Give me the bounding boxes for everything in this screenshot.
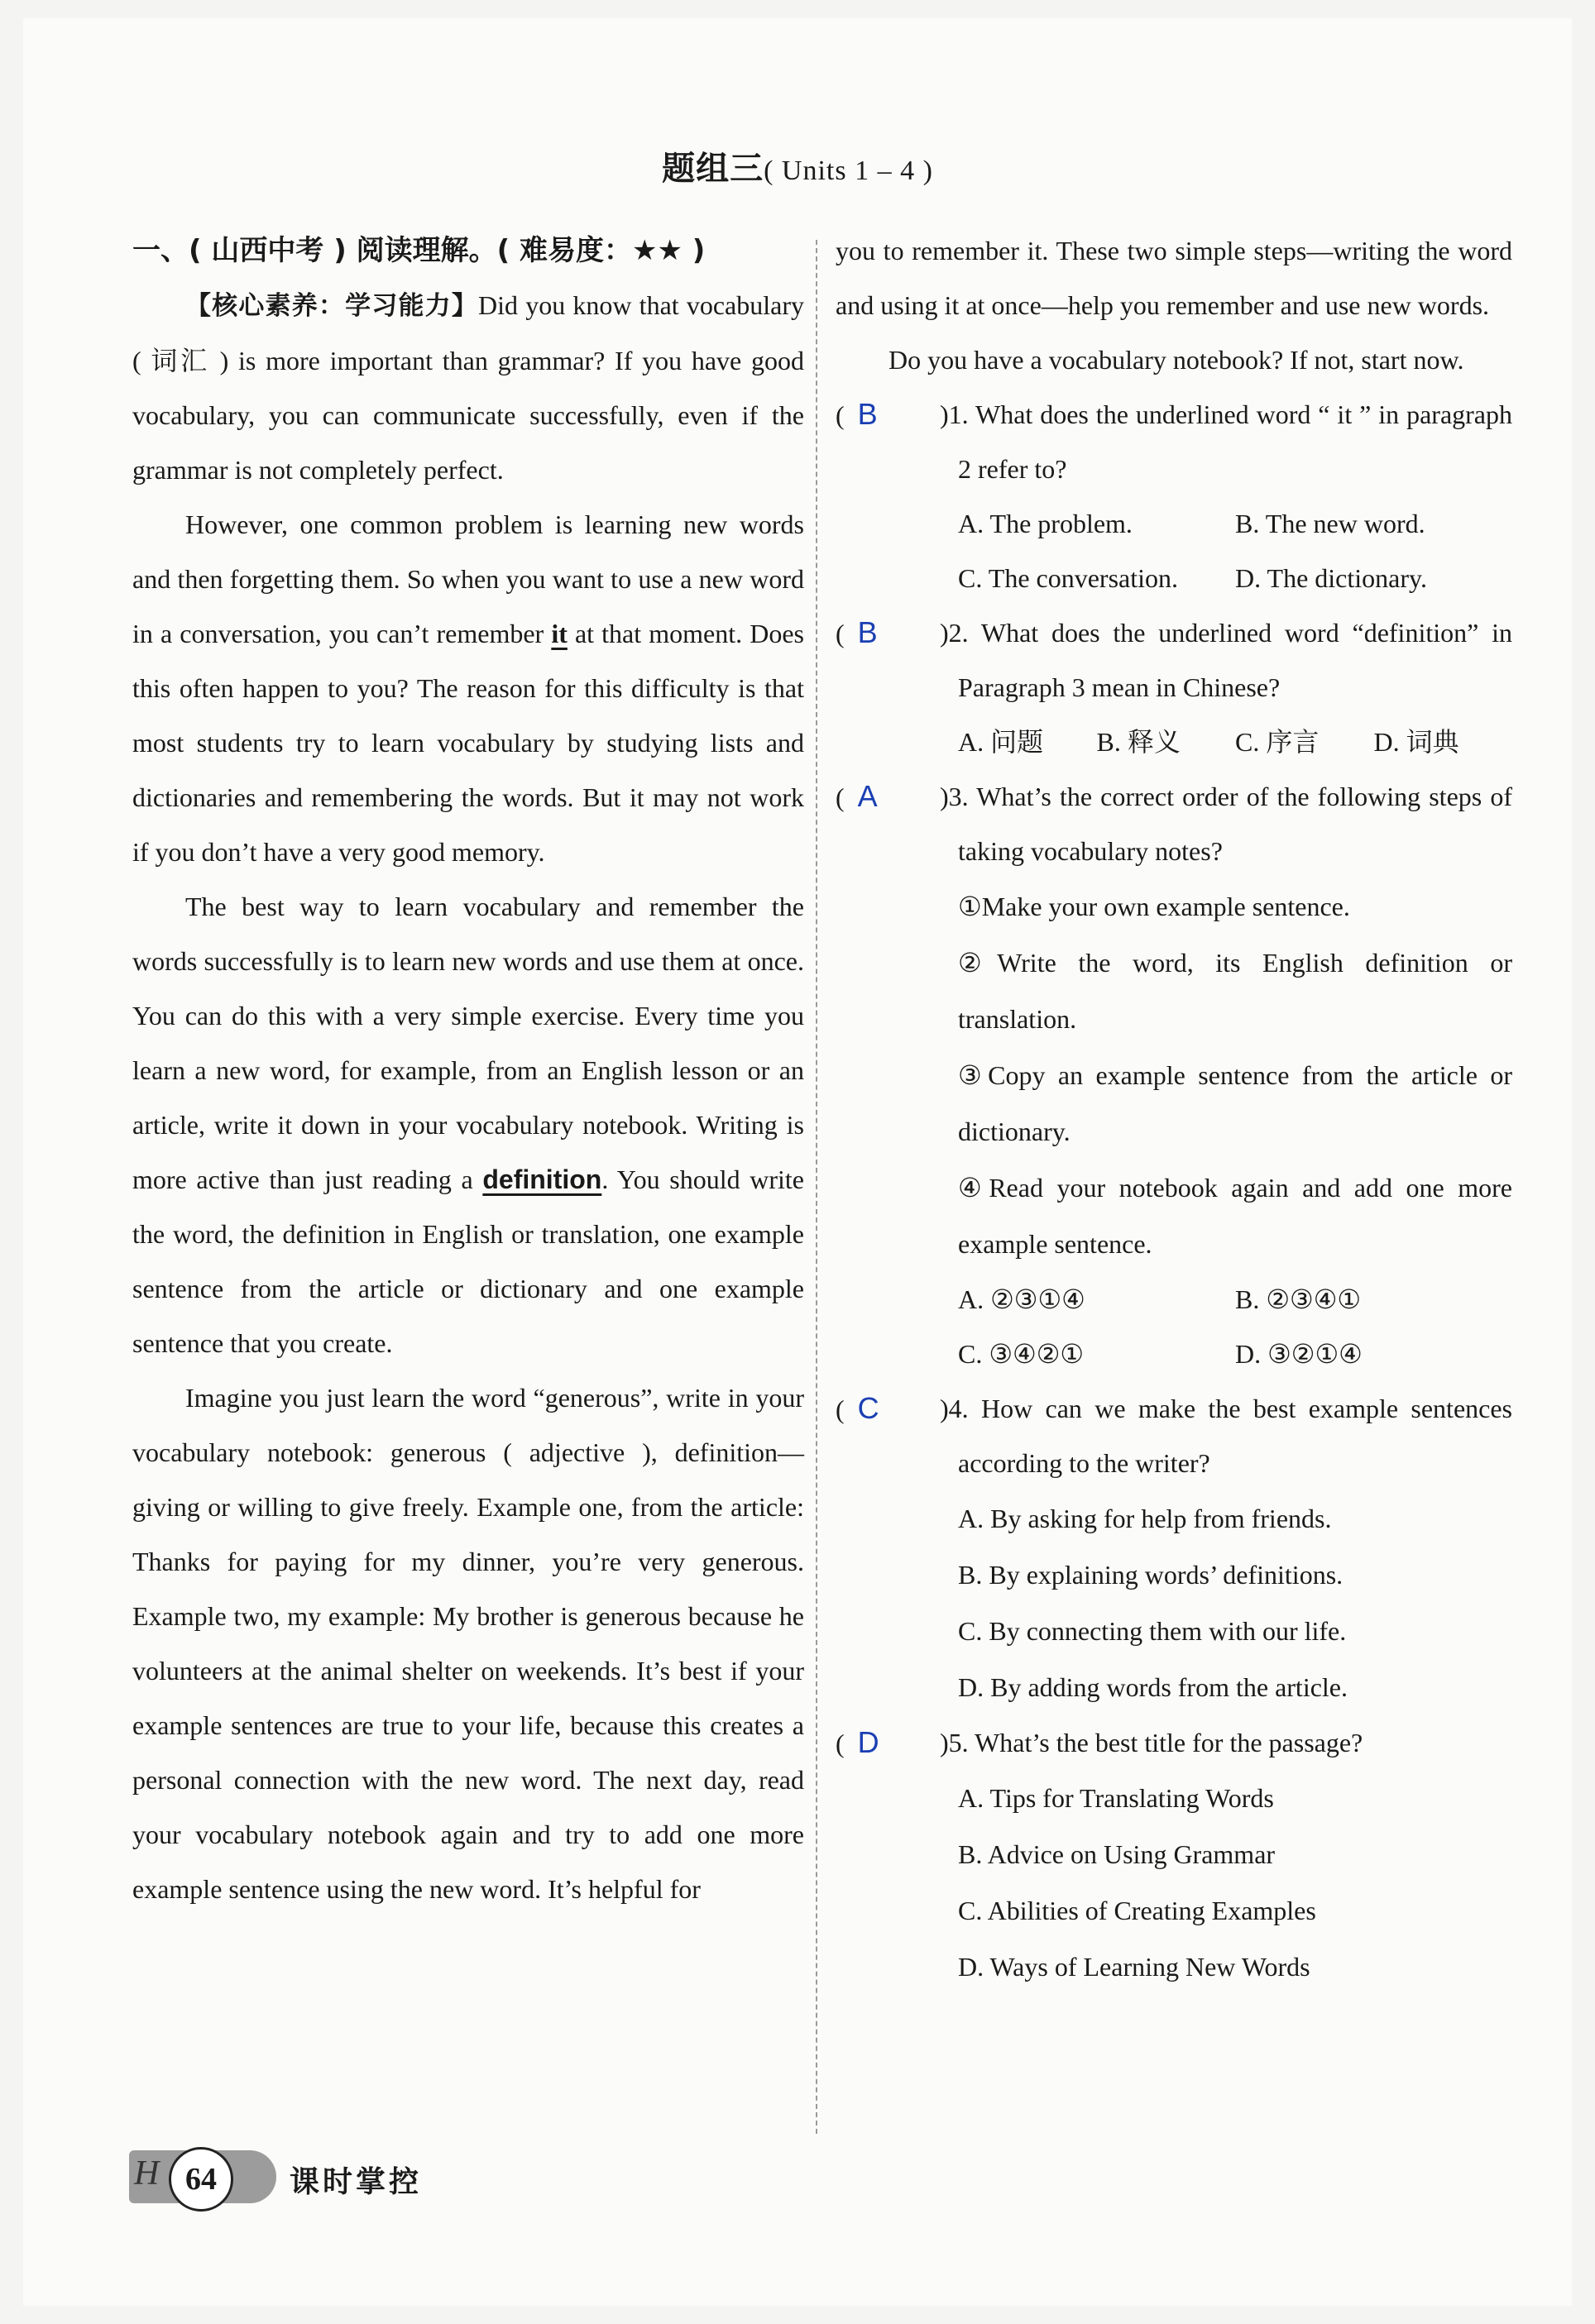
answer-bracket: ( A xyxy=(836,779,878,813)
answer-bracket: ( C xyxy=(836,1391,879,1425)
step-1: ①Make your own example sentence. xyxy=(958,892,1350,921)
question-2 xyxy=(836,605,1512,769)
paragraph-1-text: Did you know that vocabulary ( 词汇 ) is more important than grammar? If you have good vocabulary, you can communicate successfully, even if the grammar is not completely perfect. xyxy=(132,290,804,485)
paragraph-2-text-a: However, one common problem is learning new words and then forgetting them. So when you want to use a new word in a conversation, you can’t remember xyxy=(132,509,804,648)
passage-paragraph-4: Imagine you just learn the word “generous”, write in your vocabulary notebook: generous ( adjective ), definition—giving or willing to give freely. Example one, from the article: Thanks for paying for my dinner, you’re very generous. Example two, my example: My brother is generous because he volunteers at the animal shelter on weekends. It’s best if your example sentences are true to your life, because this creates a personal connection with the new word. The next day, read your vocabulary notebook again and try to add one more example sentence using the new word. It’s helpful for xyxy=(132,1383,804,1904)
question-stem: )2. What does the underlined word “definition” in Paragraph 3 mean in Chinese? xyxy=(940,618,1512,702)
question-1-stem-wrap xyxy=(836,387,1512,496)
option-a: A. Tips for Translating Words xyxy=(958,1783,1274,1813)
title-units: ( Units 1 – 4 ) xyxy=(764,155,933,186)
question-5-stem-wrap xyxy=(836,1715,1512,1770)
option-c: C. By connecting them with our life. xyxy=(958,1616,1347,1646)
answer-mark: C xyxy=(857,1391,879,1425)
answer-bracket: ( B xyxy=(836,397,878,431)
title-main: 题组三 xyxy=(662,150,764,188)
question-3 xyxy=(836,769,1512,1381)
question-2-stem-wrap xyxy=(836,605,1512,715)
option-c: C. ③④②① xyxy=(958,1339,1085,1369)
question-stem: )4. How can we make the best example sentences according to the writer? xyxy=(940,1394,1512,1478)
options-row xyxy=(958,496,1512,551)
options-grid xyxy=(836,496,1512,605)
option-c: C. The conversation. xyxy=(958,563,1179,593)
question-3-stem-wrap xyxy=(836,769,1512,878)
question-4 xyxy=(836,1381,1512,1715)
underlined-word-it: it xyxy=(551,619,568,648)
passage-column xyxy=(132,223,804,1916)
option-c: C. 序言 xyxy=(1235,727,1320,757)
answer-mark: D xyxy=(857,1725,879,1759)
passage-paragraph-5: Do you have a vocabulary notebook? If not, start now. xyxy=(889,345,1464,375)
answer-mark: A xyxy=(857,779,878,813)
option-a: A. 问题 xyxy=(958,727,1044,757)
options-grid xyxy=(836,715,1512,769)
question-5 xyxy=(836,1715,1512,1995)
paragraph-3-text-a: The best way to learn vocabulary and remember the words successfully is to learn new words and use them at once. You can do this with a very simple exercise. Every time you learn a new word, for example, from an English lesson or an article, write it down in your vocabulary notebook. Writing is more active than just reading a xyxy=(132,892,804,1194)
option-b: B. Advice on Using Grammar xyxy=(958,1839,1276,1869)
option-d: D. ③②①④ xyxy=(1235,1339,1363,1369)
question-1 xyxy=(836,387,1512,605)
option-d: D. Ways of Learning New Words xyxy=(958,1952,1310,1982)
passage-paragraph-2 xyxy=(132,497,804,879)
core-literacy-tag: 【核心素养：学习能力】 xyxy=(185,291,479,321)
question-stem: )5. What’s the best title for the passage? xyxy=(940,1728,1363,1757)
question-4-stem-wrap xyxy=(836,1381,1512,1490)
answer-bracket: ( D xyxy=(836,1725,879,1759)
question-stem: )1. What does the underlined word “ it ” in paragraph 2 refer to? xyxy=(940,399,1512,484)
column-divider xyxy=(816,240,817,2134)
page-number: 64 xyxy=(169,2147,233,2212)
answer-mark: B xyxy=(857,615,878,649)
answer-bracket: ( B xyxy=(836,615,878,649)
option-a: A. By asking for help from friends. xyxy=(958,1504,1332,1533)
option-a: A. ②③①④ xyxy=(958,1284,1085,1314)
option-b: B. The new word. xyxy=(1235,509,1425,538)
brand-letter: H xyxy=(134,2154,160,2192)
footer-label: 课时掌控 xyxy=(290,2165,423,2199)
options-row xyxy=(958,715,1512,769)
paragraph-3-text-b: . You should write the word, the definition in English or translation, one example sentence from the article or dictionary and one example sentence that you create. xyxy=(132,1164,805,1358)
section-heading: 一、( 山西中考 ) 阅读理解。( 难易度：★★ ) xyxy=(132,234,706,267)
option-b: B. ②③④① xyxy=(1235,1284,1362,1314)
options-row xyxy=(958,1327,1512,1381)
option-a: A. The problem. xyxy=(958,509,1133,538)
page-title xyxy=(0,142,1595,189)
step-3: ③Copy an example sentence from the article or dictionary. xyxy=(958,1060,1512,1146)
step-2: ②Write the word, its English definition or translation. xyxy=(958,948,1512,1034)
underlined-word-definition: definition xyxy=(482,1164,602,1194)
passage-paragraph-1 xyxy=(132,278,804,497)
answer-mark: B xyxy=(857,397,878,431)
questions-column xyxy=(836,223,1512,1995)
paragraph-2-text-b: at that moment. Does this often happen to you? The reason for this difficulty is that most students try to learn vocabulary by studying lists and dictionaries and remembering the words. But it may not work if you don’t have a very good memory. xyxy=(132,619,805,867)
options-row xyxy=(958,551,1512,605)
option-d: D. The dictionary. xyxy=(1235,563,1427,593)
question-stem: )3. What’s the correct order of the following steps of taking vocabulary notes? xyxy=(940,782,1512,866)
option-d: D. By adding words from the article. xyxy=(958,1672,1348,1702)
options-row xyxy=(958,1272,1512,1327)
option-b: B. 释义 xyxy=(1096,727,1181,757)
passage-paragraph-3 xyxy=(132,879,804,1370)
options-grid xyxy=(836,1272,1512,1381)
step-4: ④Read your notebook again and add one more example sentence. xyxy=(958,1173,1512,1259)
option-c: C. Abilities of Creating Examples xyxy=(958,1896,1316,1925)
option-d: D. 词典 xyxy=(1373,727,1459,757)
option-b: B. By explaining words’ definitions. xyxy=(958,1560,1344,1590)
passage-paragraph-4-continued: you to remember it. These two simple steps—writing the word and using it at once—help you remember and use new words. xyxy=(836,236,1512,320)
